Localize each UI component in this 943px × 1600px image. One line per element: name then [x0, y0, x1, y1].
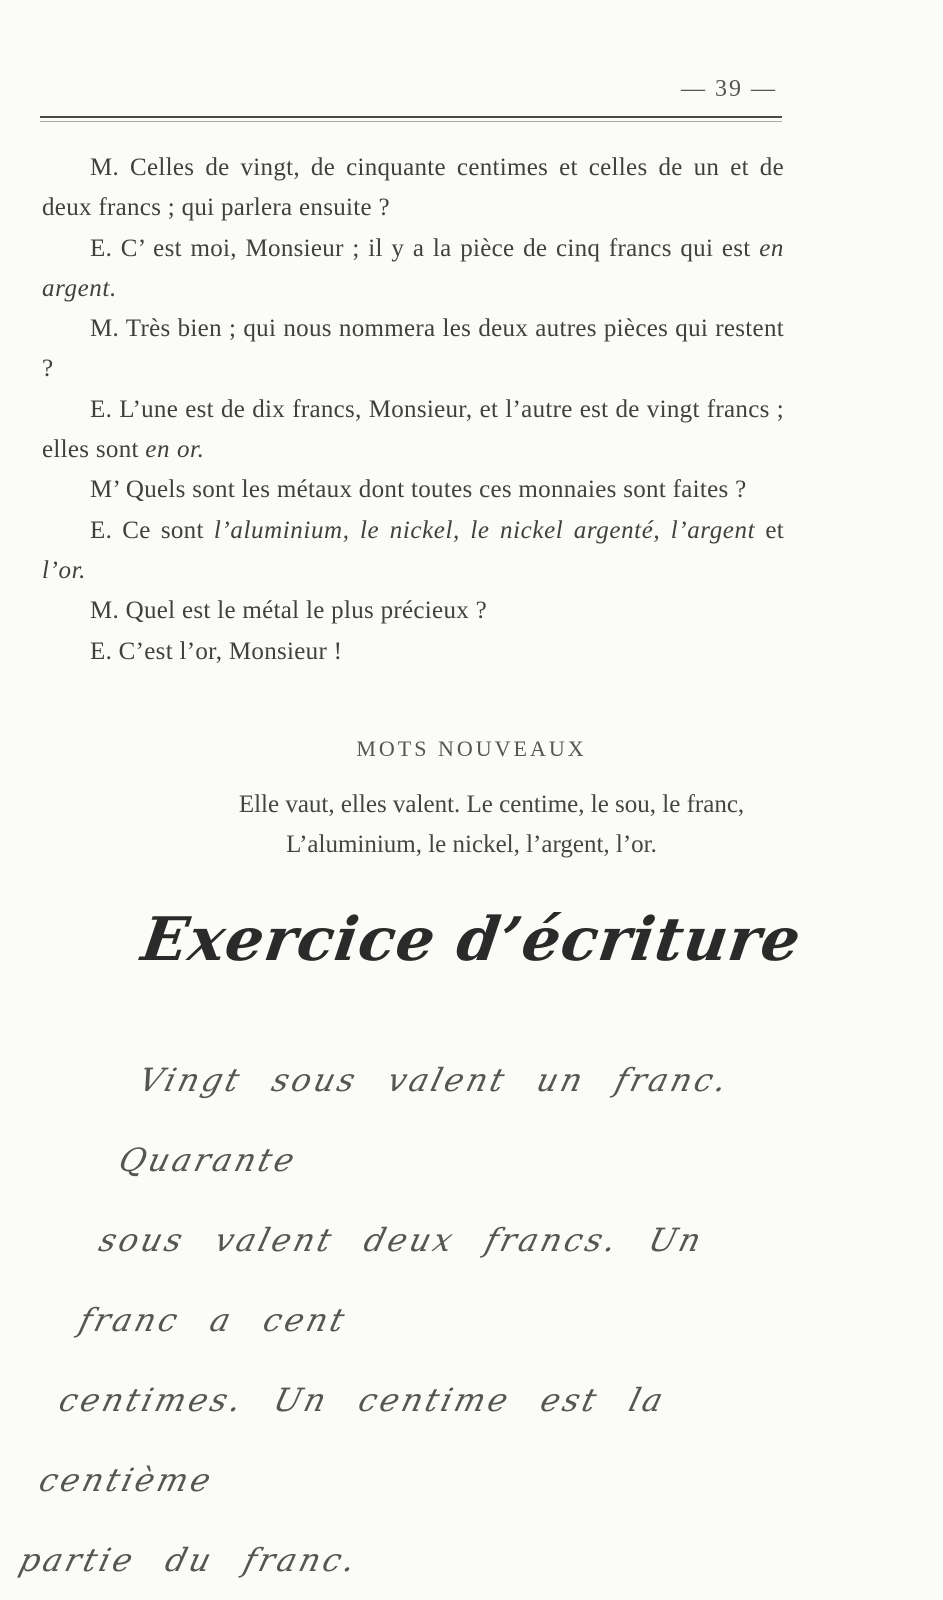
dialogue-paragraph — [42, 148, 784, 229]
dialogue-paragraph — [42, 511, 784, 592]
dialogue-paragraph — [42, 229, 784, 310]
dialogue-segment: M’ Quels sont les métaux dont toutes ces monnaies sont faites ? — [90, 476, 747, 504]
dialogue-segment: et — [755, 516, 784, 544]
exercise-title: Exercice d’écriture — [137, 905, 806, 975]
dialogue-paragraph — [42, 470, 784, 510]
italic-term: l’or. — [42, 556, 86, 584]
dialogue-segment: E. C’ est moi, Monsieur ; il y a la pièce de cinq francs qui est — [90, 234, 760, 262]
dialogue-paragraph — [42, 390, 784, 471]
italic-term: en or. — [145, 436, 205, 464]
dialogue-paragraph — [42, 632, 784, 672]
dialogue-segment: E. L’une est de dix francs, Monsieur, et l’autre est de vingt francs ; elles sont — [42, 395, 784, 464]
italic-term: l’aluminium, le nickel, le nickel argenté, l’argent — [213, 516, 756, 544]
vocabulary-list — [0, 785, 943, 865]
vocabulary-line: L’aluminium, le nickel, l’argent, l’or. — [286, 831, 657, 858]
dialogue-text — [42, 148, 784, 672]
handwriting-line: centimes. Un centime est la centième — [35, 1381, 670, 1499]
dialogue-segment: M. Très bien ; qui nous nommera les deux autres pièces qui restent ? — [42, 315, 784, 383]
page-number: — 39 — — [681, 76, 777, 102]
dialogue-segment: E. C’est l’or, Monsieur ! — [90, 637, 343, 665]
handwriting-line: partie du franc. — [15, 1541, 363, 1579]
handwriting-line: Vingt sous valent un franc. Quarante — [115, 1061, 734, 1179]
dialogue-segment: M. Celles de vingt, de cinquante centimes et celles de un et de deux francs ; qui parlera ensuite ? — [42, 154, 784, 222]
dialogue-segment: E. Ce sont — [90, 516, 214, 544]
dialogue-paragraph — [42, 591, 784, 631]
handwriting-line: sous valent deux francs. Un franc a cent — [75, 1221, 708, 1339]
dialogue-segment: M. Quel est le métal le plus précieux ? — [90, 597, 487, 625]
dialogue-paragraph — [42, 309, 784, 390]
header-rule — [40, 116, 782, 118]
italic-term: en argent. — [42, 234, 784, 302]
vocabulary-line: Elle vaut, elles valent. Le centime, le sou, le franc, — [238, 791, 745, 818]
header-rule-thin — [40, 121, 782, 122]
vocabulary-heading: MOTS NOUVEAUX — [356, 736, 587, 761]
handwriting-exercise — [10, 1040, 870, 1600]
